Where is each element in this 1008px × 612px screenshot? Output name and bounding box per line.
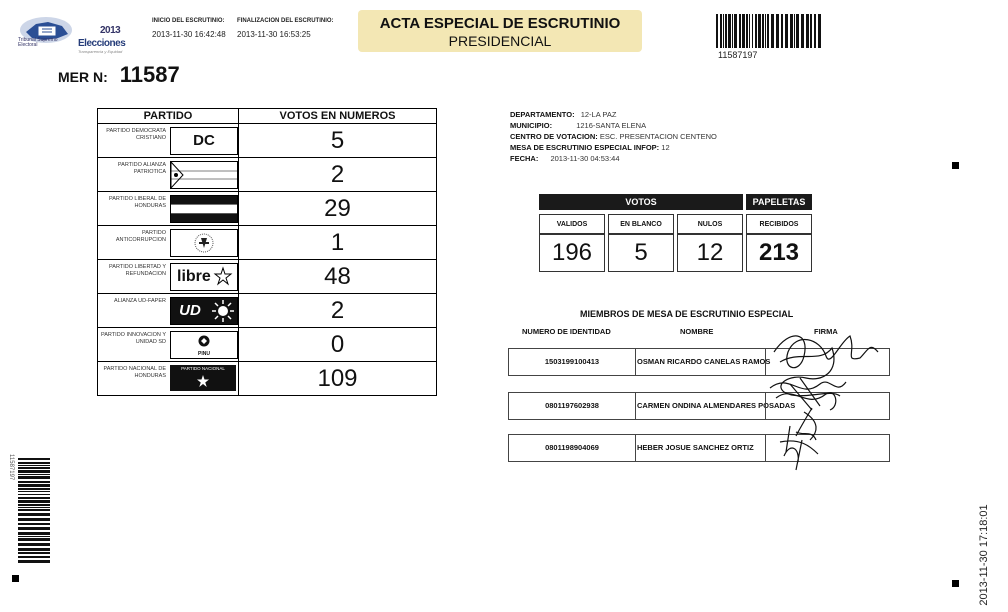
party-votes: 48 (239, 260, 437, 294)
table-row (98, 124, 437, 158)
mer-number (58, 62, 180, 88)
dc-flag-icon (170, 127, 238, 155)
col-name: NOMBRE (680, 327, 714, 336)
party-votes-table (97, 108, 437, 396)
mesa-value: 12 (661, 143, 670, 152)
centro-label: CENTRO DE VOTACION: (510, 132, 598, 141)
acta-title-box (358, 10, 642, 52)
fin-escrutinio (237, 18, 334, 39)
party-votes: 2 (239, 294, 437, 328)
table-row (98, 192, 437, 226)
dc-flag-text: DC (193, 132, 215, 149)
col-votos: VOTOS EN NUMEROS (239, 109, 437, 124)
table-row (98, 294, 437, 328)
nulos-label: NULOS (677, 214, 743, 234)
centro-value: ESC. PRESENTACION CENTENO (599, 132, 717, 141)
blanco-value: 5 (608, 234, 674, 272)
table-row (98, 362, 437, 396)
table-row (98, 226, 437, 260)
nacional-flag-icon (170, 365, 236, 391)
party-name: PARTIDO LIBERTAD Y REFUNDACION (109, 264, 166, 277)
table-row (98, 260, 437, 294)
mesa-info (510, 109, 717, 164)
party-votes: 1 (239, 226, 437, 260)
libre-flag-text: libre (177, 268, 211, 285)
member-name: OSMAN RICARDO CANELAS RAMOS (637, 357, 771, 366)
members-title: MIEMBROS DE MESA DE ESCRUTINIO ESPECIAL (580, 309, 794, 319)
fin-label: FINALIZACION DEL ESCRUTINIO: (237, 18, 334, 24)
member-id: 1503199100413 (509, 349, 636, 375)
ud-flag-icon (170, 297, 238, 325)
acta-title: ACTA ESPECIAL DE ESCRUTINIO (379, 15, 621, 32)
barcode-top-icon (716, 14, 822, 48)
col-firma: FIRMA (814, 327, 838, 336)
party-name: PARTIDO ANTICORRUPCION (115, 230, 166, 243)
party-votes: 109 (239, 362, 437, 396)
ud-flag-text: UD (171, 298, 209, 324)
elecciones-year: 2013 (100, 25, 121, 36)
pac-flag-icon (170, 229, 238, 257)
mesa-label: MESA DE ESCRUTINIO ESPECIAL INFOP: (510, 143, 660, 152)
validos-label: VALIDOS (539, 214, 605, 234)
municipio-label: MUNICIPIO: (510, 121, 553, 130)
registration-mark (952, 162, 959, 169)
timestamp-stamp: 2013-11-30 17:18:01 (978, 504, 990, 606)
party-name: PARTIDO DEMOCRATA CRISTIANO (106, 128, 166, 141)
inicio-escrutinio (152, 18, 226, 39)
inicio-label: INICIO DEL ESCRUTINIO: (152, 18, 225, 24)
party-votes: 5 (239, 124, 437, 158)
elecciones-slogan: Transparencia y Equidad (78, 49, 123, 54)
party-name: PARTIDO NACIONAL DE HONDURAS (103, 366, 166, 379)
fin-value: 2013-11-30 16:53:25 (237, 30, 311, 39)
party-name: PARTIDO ALIANZA PATRIOTICA (117, 162, 166, 175)
party-votes: 2 (239, 158, 437, 192)
tse-logo-text: Tribunal Supremo Electoral (18, 37, 58, 48)
elecciones-logo (78, 20, 140, 54)
municipio-value: 1216-SANTA ELENA (576, 121, 647, 130)
recibidos-label: RECIBIDOS (746, 214, 812, 234)
registration-mark (952, 580, 959, 587)
table-row (98, 328, 437, 362)
table-row (98, 158, 437, 192)
fecha-value: 2013-11-30 04:53:44 (550, 154, 620, 163)
party-name: PARTIDO INNOVACION Y UNIDAD SD (101, 332, 166, 345)
member-id: 0801197602938 (509, 393, 636, 419)
nulos-value: 12 (677, 234, 743, 272)
nacional-flag-text: PARTIDO NACIONAL (181, 366, 225, 371)
mer-label: MER N: (58, 69, 108, 85)
validos-value: 196 (539, 234, 605, 272)
alianza-flag-icon (170, 161, 238, 189)
acta-subtitle: PRESIDENCIAL (448, 33, 552, 49)
papeletas-header: PAPELETAS (746, 194, 812, 210)
col-id: NUMERO DE IDENTIDAD (522, 327, 611, 336)
member-name: CARMEN ONDINA ALMENDARES POSADAS (637, 401, 796, 410)
votos-summary-table (536, 194, 815, 272)
party-name: ALIANZA UD-FAPER (114, 298, 166, 304)
left-barcode-number: 11587197 (8, 454, 14, 481)
mer-value: 11587 (119, 62, 180, 87)
departamento-value: 12-LA PAZ (580, 110, 617, 119)
signatures-icon (760, 322, 890, 472)
party-name: PARTIDO LIBERAL DE HONDURAS (108, 196, 166, 209)
recibidos-value: 213 (746, 234, 812, 272)
elecciones-name: Elecciones (78, 38, 126, 49)
registration-mark (12, 575, 19, 582)
liberal-flag-icon (170, 195, 238, 223)
party-votes: 0 (239, 328, 437, 362)
pinu-flag-icon (170, 331, 238, 359)
party-votes: 29 (239, 192, 437, 226)
member-name: HEBER JOSUE SANCHEZ ORTIZ (637, 443, 754, 452)
member-id: 0801198904069 (509, 435, 636, 461)
blanco-label: EN BLANCO (608, 214, 674, 234)
pinu-flag-text: PINU (198, 351, 210, 357)
col-partido: PARTIDO (98, 109, 239, 124)
barcode-left-icon (18, 458, 50, 564)
votos-header: VOTOS (539, 194, 743, 210)
fecha-label: FECHA: (510, 154, 539, 163)
inicio-value: 2013-11-30 16:42:48 (152, 30, 226, 39)
departamento-label: DEPARTAMENTO: (510, 110, 575, 119)
barcode-number: 11587197 (718, 50, 758, 60)
libre-flag-icon (170, 263, 238, 291)
